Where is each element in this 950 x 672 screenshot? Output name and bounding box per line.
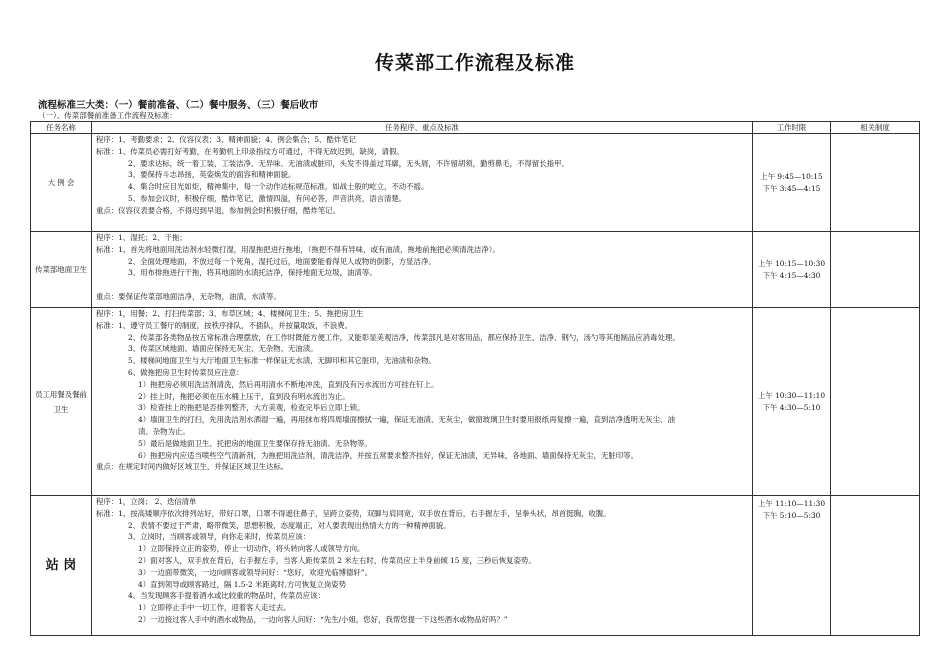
procedure-line: 2、表情不要过于严肃，略带微笑，思想积极，态度端正，对人要表现出热情大方的一种精神面貌。 — [128, 520, 451, 530]
procedure-line: 2）挂上时，拖把必须在压水桶上压干，直到没有明水流出为止。 — [138, 391, 350, 401]
table-row — [31, 308, 920, 496]
procedure-line: 3）检查挂上的拖把是否排列整齐，大方美观，检查完毕后立即上锁。 — [138, 403, 365, 413]
workflow-table — [30, 121, 920, 636]
procedure-line: 3）一边面带微笑，一边向顾客或领导问好：“您好，欢迎光临博德轩”。 — [138, 567, 372, 577]
related-rules — [831, 134, 920, 232]
time-pm: 下午 3:45—4:15 — [762, 183, 821, 193]
procedure-line: 3、传菜区域地面、墙面应保持无灰尘、无杂物、无油渍。 — [128, 344, 318, 354]
task-procedure — [92, 232, 753, 308]
procedure-line: 6）拖把房内应适当喷些空气清新剂，为拖把用洗洁剂，清洗洁净，并按五常要求整齐挂好，保证无油渍，无异味，各地面、墙面保持无灰尘，无脏印等。 — [138, 450, 638, 460]
procedure-line — [96, 279, 748, 291]
procedure-line: 重点：在规定时间内做好区域卫生，并保证区域卫生达标。 — [96, 462, 289, 472]
procedure-line: 重点：要保证传菜部地面洁净，无杂物，油渍，水渍等。 — [96, 291, 281, 301]
procedure-line: 1）立即保持立正的姿势，停止一切动作，将头转向客人或领导方向。 — [138, 544, 365, 554]
procedure-line: 6、做拖把房卫生时传菜员应注意： — [128, 367, 244, 377]
procedure-line: 5）最后是做地面卫生、托把房的地面卫生要保存持无油渍、无杂物等。 — [138, 438, 372, 448]
procedure-line: 标准：1、传菜员必需打好考勤，在考勤机上印录指纹方可通过，不得无故迟到，缺岗，请假。 — [96, 146, 404, 156]
procedure-line: 3、用布排拖进行干拖，将其地面的水渍托洁净，保持地面无垃圾，油渍等。 — [128, 268, 377, 278]
time-pm: 下午 5:10—5:30 — [762, 511, 821, 520]
procedure-line: 程序：1、考勤要求；2、仪容仪表；3、精神面貌；4、例会集合；5、酷炸笔记 — [96, 135, 357, 144]
time-limit — [753, 134, 831, 232]
procedure-line: 3、要保持斗志昂扬，英姿焕发的面容和精神面貌。 — [128, 170, 296, 180]
procedure-line: 4）墙面卫生的打扫，先用洗洁剂水洒湿一遍，再用抹布将四周墙面擦拭一遍，保证无油渍、无灰尘，做窗玻璃卫生时要用报纸再复擦一遍，直到洁净透明无灰尘、油 — [138, 415, 675, 425]
task-name: 大 例 会 — [31, 134, 92, 232]
table-row — [31, 496, 920, 636]
task-procedure — [92, 134, 753, 232]
procedure-line: 2、要求达标，统一着工装，工装洁净、无异味、无油渍或脏印，头发不得盖过耳廓，无头屑，不许留胡须，勤剪鼻毛，不得留长指甲。 — [128, 158, 569, 168]
procedure-line: 2、全面处理地面，不放过每一个死角，湿托过后，地面要能看得见人或物的倒影，方显洁净。 — [128, 256, 436, 266]
related-rules — [831, 496, 920, 636]
header-time-limit: 工作时限 — [753, 122, 831, 134]
procedure-line: 程序：1、湿托；2、干拖； — [96, 233, 187, 242]
task-procedure — [92, 496, 753, 636]
time-am: 上午 9:45—10:15 — [760, 171, 823, 181]
procedure-line: 程序：1，用餐；2、打扫传菜部；3、布草区域；4、楼梯间卫生；5、拖把房卫生 — [96, 309, 364, 318]
section-note: （一）、传菜部餐前准备工作流程及标准： — [38, 111, 177, 120]
procedure-line: 1）立即停止手中一切工作，迎着客人走过去。 — [138, 603, 291, 613]
procedure-line: 3、立岗时，当顾客或领导，向你走来时，传菜员应该： — [128, 532, 311, 542]
time-limit — [753, 232, 831, 308]
process-categories: 流程标准三大类：（一）餐前准备、（二）餐中服务、（三）餐后收市 — [38, 100, 319, 111]
time-pm: 下午 4:15—4:30 — [762, 270, 821, 280]
task-name: 传菜部地面卫生 — [31, 232, 92, 308]
procedure-line: 标准：1、首先将地面用洗洁剂水轻微打湿，用湿拖把进行拖地，（拖把不得有异味，或有油渍，拖地前拖把必须清洗洁净）。 — [96, 244, 500, 254]
procedure-line: 4）直到领导或顾客路过，隔 1.5-2 米距离时,方可恢复立岗姿势 — [138, 579, 347, 589]
time-pm: 下午 4:30—5:10 — [762, 402, 821, 412]
table-row — [31, 232, 920, 308]
procedure-line: 渍、杂物为止。 — [138, 426, 190, 436]
page-title: 传菜部工作流程及标准 — [374, 52, 575, 74]
time-limit — [753, 308, 831, 496]
task-name-char-1: 站 — [45, 557, 59, 573]
time-am: 上午 10:30—11:10 — [757, 390, 826, 400]
time-am: 上午 10:15—10:30 — [757, 258, 826, 268]
procedure-line: 标准：1、遵守员工餐厅的制度，按秩序排队，不插队，并按量取饭，不浪费。 — [96, 320, 352, 330]
table-row — [31, 134, 920, 232]
task-procedure — [92, 308, 753, 496]
header-procedure: 任务程序、重点及标准 — [92, 122, 753, 134]
procedure-line: 程序：1，立岗； 2、迭信清单 — [96, 497, 197, 506]
procedure-line: 4、当发现顾客手提着酒水或比较重的物品时，传菜员应该： — [128, 591, 325, 601]
procedure-line: 2）面对客人，双手放在背后，右手握左手，当客人距传菜员 2 米左右时，传菜员应上半身前倾 15 度，三秒后恢复姿势。 — [138, 555, 536, 565]
procedure-line: 2）一边接过客人手中的酒水或物品，一边向客人问好：“先生/小姐，您好，我帮您提一下这些酒水或物品好吗？” — [138, 614, 508, 624]
procedure-line: 重点：仪容仪表要合格，不得迟到早退，参加例会时积极仔细，酷炸笔记。 — [96, 205, 340, 215]
header-related-rules: 相关制度 — [831, 122, 920, 134]
task-name: 员工用餐及餐前卫生 — [31, 308, 92, 496]
related-rules — [831, 232, 920, 308]
procedure-line: 5、参加会议时，积极仔细，酷炸笔记，激情四溢，有问必答，声音洪亮，语言清楚。 — [128, 193, 407, 203]
task-name — [31, 496, 92, 636]
procedure-line: 2、传菜部各类物品按五常标准合理摆放，在工作时既能方便工作，又能彰显美观洁净，传菜部凡是对客用品，都应保持卫生、洁净、钢勺，汤勺等其他制品应消毒处理。 — [128, 332, 680, 342]
task-name-char-2: 岗 — [63, 557, 77, 573]
procedure-line: 5、楼梯间地面卫生与大厅地面卫生标准一样保证无水渍，无脚印和其它脏印，无油渍和杂物。 — [128, 356, 436, 366]
table-header-row — [31, 122, 920, 134]
time-am: 上午 11:10—11:30 — [757, 499, 826, 508]
procedure-line: 标准：1、按高矮顺序依次排列站好，带好口罩，口罩不得遮住鼻子，呈跨立姿势，双脚与肩同宽，双手放在背后，右手握左手，呈拳头状，昂首挺胸，收腹。 — [96, 508, 611, 518]
procedure-line: 1）拖把房必须用洗洁剂清洗，然后再用清水不断地冲洗，直到没有污水流出方可挂在钉上。 — [138, 379, 439, 389]
header-task-name: 任务名称 — [31, 122, 92, 134]
procedure-line: 4、集合时应目光如炬，精神集中，每一个动作达标规范标准，如战士般的屹立，不动不摇。 — [128, 182, 429, 192]
time-limit — [753, 496, 831, 636]
related-rules — [831, 308, 920, 496]
